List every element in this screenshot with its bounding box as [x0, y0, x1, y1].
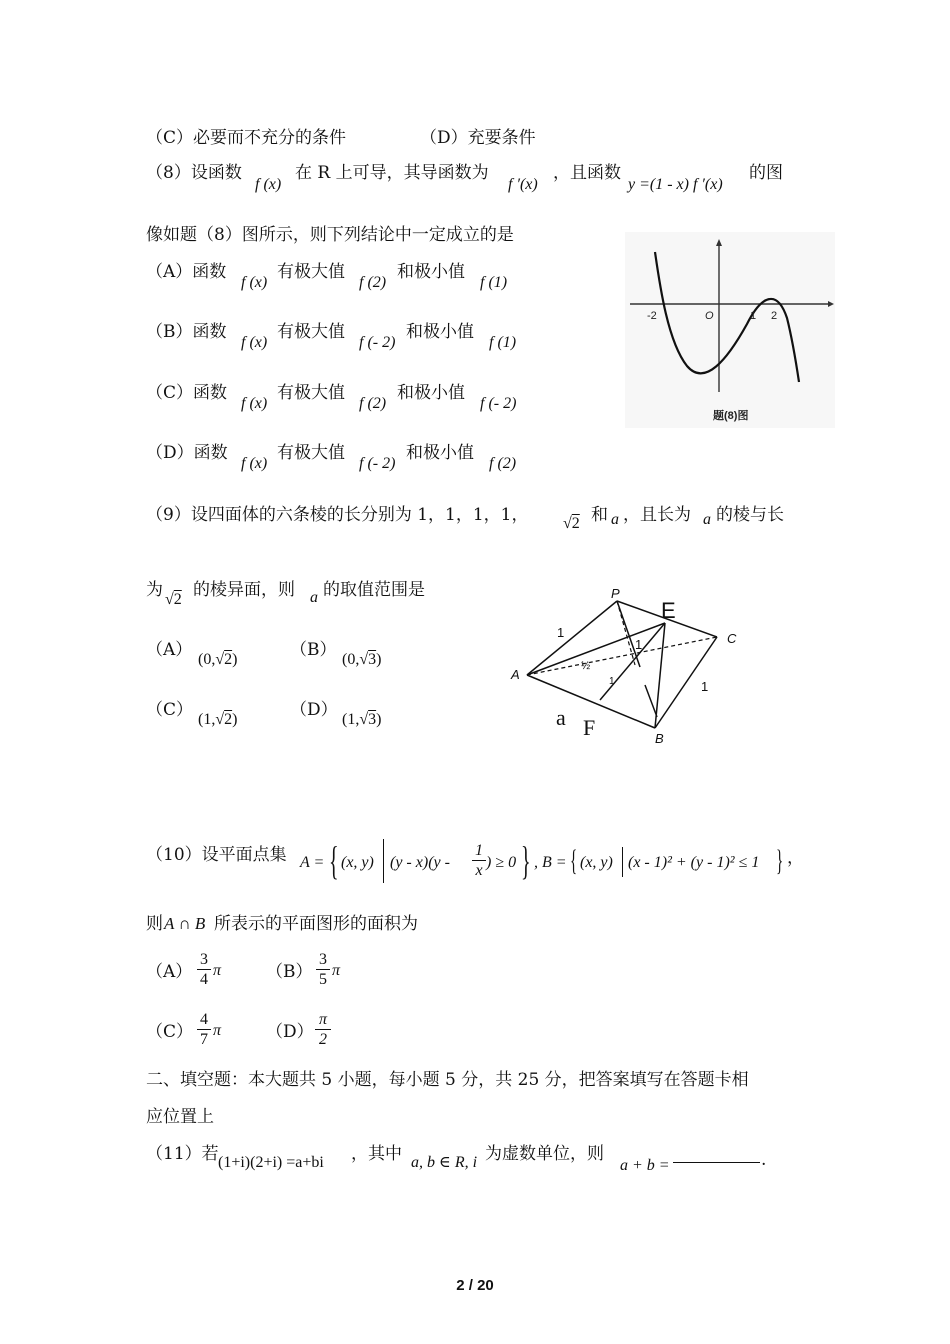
q9-b-rad: 3 — [368, 651, 377, 668]
q8-caption: 题(8)图 — [713, 410, 749, 422]
q8-d-fx: f (x) — [241, 455, 268, 472]
q9-a-range: (0,√2) — [198, 651, 238, 668]
q9-figure-label-a: a — [556, 705, 566, 730]
page-number: 2 / 20 — [456, 1277, 494, 1294]
q8-b-fx: f (x) — [241, 334, 268, 351]
q8-c-min-val: f (- 2) — [480, 395, 517, 412]
q10-b-num: 3 — [319, 951, 327, 968]
q10-b-bar — [316, 969, 330, 970]
label-B: B — [655, 731, 664, 745]
q10-A-brace-left: { — [329, 838, 339, 883]
q9-c-lo: (1, — [198, 711, 216, 728]
q10-d-frac — [315, 1011, 331, 1048]
label-edge-1-inner: 1 — [609, 676, 615, 687]
q10-c-pi: π — [213, 1022, 222, 1039]
q9-sqrt2: √2 — [563, 515, 580, 532]
q9-b-label: （B） — [290, 640, 337, 660]
q8-tick-1: 1 — [750, 310, 757, 322]
q9-line1-b: 和 — [591, 505, 608, 525]
q8-intro-c: ，且函数 — [553, 163, 621, 183]
q10-B-brace-right: } — [776, 844, 784, 877]
q10-c-bar — [197, 1029, 211, 1030]
q8-a-min-val: f (1) — [480, 274, 508, 291]
q9-line2-sqrt2: √2 — [165, 591, 182, 608]
label-half: ½ — [581, 660, 591, 672]
q9-d-range: (1,√3) — [342, 711, 382, 728]
q9-line1-a: （9）设四面体的六条棱的长分别为 1，1，1，1， — [146, 505, 529, 525]
q9-c-label: （C） — [146, 700, 194, 720]
q10-A-cond-a: (y - x)(y - — [390, 854, 450, 871]
q9-sqrt2-radicand: 2 — [571, 515, 580, 532]
label-A: A — [511, 667, 520, 682]
q10-A-cond-b: ) ≥ 0 — [486, 854, 517, 871]
q8-b-max-text: 有极大值 — [277, 322, 345, 342]
q11-text-c: 为虚数单位，则 — [485, 1144, 604, 1164]
q10-d-label: （D） — [266, 1022, 314, 1042]
q9-b-range: (0,√3) — [342, 651, 382, 668]
q10-d-bar — [315, 1029, 331, 1030]
q10-B-divider — [622, 847, 623, 877]
q9-line2-sqrt2-radicand: 2 — [173, 591, 182, 608]
q11-end: . — [761, 1150, 767, 1170]
q8-origin: O — [705, 310, 714, 322]
q10-c-den: 7 — [200, 1031, 208, 1048]
q8-fpx: f ′(x) — [508, 176, 538, 193]
q8-y: y =(1 - x) f ′(x) — [628, 176, 723, 193]
q10-B-cond: (x - 1)² + (y - 1)² ≤ 1 — [628, 854, 760, 871]
q9-d-lo: (1, — [342, 711, 360, 728]
line-AE — [527, 623, 665, 675]
q9-a-hi: ) — [232, 651, 238, 668]
q10-d-num: π — [318, 1011, 327, 1028]
q10-frac-den: x — [475, 862, 483, 879]
q10-b-den: 5 — [319, 971, 327, 988]
q11-answer-blank[interactable] — [673, 1162, 760, 1163]
q10-A-brace-right: } — [521, 838, 531, 883]
q9-a-rad: 2 — [224, 651, 233, 668]
q10-line2-sym: A ∩ B — [164, 914, 206, 933]
q9-a1: a — [611, 511, 619, 528]
q8-c-max-val: f (2) — [359, 395, 387, 412]
q10-frac — [472, 842, 486, 879]
q7-option-d: （D）充要条件 — [420, 128, 536, 148]
q10-c-label: （C） — [146, 1022, 194, 1042]
q10-line2-a: 则 — [146, 914, 163, 934]
label-P: P — [611, 586, 620, 601]
q9-c-hi: ) — [232, 711, 238, 728]
q10-frac-bar — [472, 860, 486, 861]
q9-c-rad: 2 — [224, 711, 233, 728]
q8-intro-d: 的图 — [749, 163, 783, 183]
edge-AC-hidden — [527, 637, 717, 675]
q9-d-label: （D） — [290, 700, 338, 720]
line-EB — [655, 623, 665, 728]
q10-frac-num: 1 — [475, 842, 483, 859]
edge-AP — [527, 601, 617, 675]
q8-d-max-text: 有极大值 — [277, 443, 345, 463]
q8-c-min-text: 和极小值 — [397, 383, 465, 403]
q8-graph-figure — [625, 232, 835, 428]
q11-text-b: ，其中 — [351, 1144, 402, 1164]
label-edge-1-right: 1 — [701, 679, 709, 694]
q10-comma: ， — [787, 848, 804, 868]
q8-b-label: （B）函数 — [146, 322, 227, 342]
q9-a-lo: (0, — [198, 651, 216, 668]
q11-label: （11）若 — [146, 1144, 219, 1164]
q10-B-brace-left: { — [570, 844, 578, 877]
q10-a-num: 3 — [200, 951, 208, 968]
q8-a-label: （A）函数 — [146, 262, 227, 282]
q8-d-label: （D）函数 — [146, 443, 228, 463]
q10-A-eq: A = — [300, 854, 325, 871]
q11-ask: a + b = — [620, 1157, 670, 1174]
q8-c-fx: f (x) — [241, 395, 268, 412]
q11-cond: a, b ∈ R, i — [411, 1154, 478, 1171]
q8-d-min-val: f (2) — [489, 455, 517, 472]
q9-line2-b: 的棱异面，则 — [193, 580, 295, 600]
q9-figure-label-F: F — [583, 715, 596, 740]
q10-b-pi: π — [332, 962, 341, 979]
q10-A-divider — [383, 839, 384, 883]
section2-line2: 应位置上 — [146, 1107, 214, 1127]
q10-a-bar — [197, 969, 211, 970]
q8-fx: f (x) — [255, 176, 282, 193]
label-E: E — [661, 598, 676, 623]
q9-d-rad: 3 — [368, 711, 377, 728]
q8-a-fx: f (x) — [241, 274, 268, 291]
q8-intro-a: （8）设函数 — [146, 163, 242, 183]
q9-b-hi: ) — [376, 651, 382, 668]
q10-B-eq: , B = — [534, 854, 567, 871]
q9-b-lo: (0, — [342, 651, 360, 668]
label-C: C — [727, 631, 737, 646]
q10-c-frac — [197, 1011, 211, 1048]
q8-b-max-val: f (- 2) — [359, 334, 396, 351]
q9-a3: a — [310, 589, 318, 606]
q9-a2: a — [703, 511, 711, 528]
q8-b-min-val: f (1) — [489, 334, 517, 351]
q10-a-pi: π — [213, 962, 222, 979]
q8-d-min-text: 和极小值 — [406, 443, 474, 463]
q9-c-range: (1,√2) — [198, 711, 238, 728]
label-edge-1-mid: 1 — [635, 637, 643, 652]
q8-line2: 像如题（8）图所示，则下列结论中一定成立的是 — [146, 225, 514, 245]
q10-a-den: 4 — [200, 971, 208, 988]
q8-b-min-text: 和极小值 — [406, 322, 474, 342]
q8-tick-neg2: -2 — [647, 310, 657, 322]
q10-line2-b: 所表示的平面图形的面积为 — [214, 914, 418, 934]
q8-c-label: （C）函数 — [146, 383, 228, 403]
q8-d-max-val: f (- 2) — [359, 455, 396, 472]
edge-PB-lower — [645, 685, 657, 717]
q10-b-label: （B） — [266, 962, 313, 982]
q10-A-set-left: (x, y) — [341, 854, 374, 871]
q8-a-max-text: 有极大值 — [277, 262, 345, 282]
q9-a-label: （A） — [146, 640, 193, 660]
q7-option-c: （C）必要而不充分的条件 — [146, 128, 347, 148]
q8-intro-b: 在 R 上可导，其导函数为 — [295, 163, 489, 183]
label-edge-1-left: 1 — [557, 625, 565, 640]
q9-line2-a: 为 — [146, 580, 163, 600]
section2-line1: 二、填空题：本大题共 5 小题，每小题 5 分，共 25 分，把答案填写在答题卡相 — [146, 1070, 749, 1090]
q10-c-num: 4 — [200, 1011, 208, 1028]
q10-B-set-left: (x, y) — [580, 854, 613, 871]
q10-intro: （10）设平面点集 — [146, 845, 287, 865]
q8-a-min-text: 和极小值 — [397, 262, 465, 282]
q8-tick-2: 2 — [771, 310, 778, 322]
q10-d-den: 2 — [319, 1031, 327, 1048]
q10-a-frac — [197, 951, 211, 988]
q10-a-label: （A） — [146, 962, 193, 982]
q11-eq: (1+i)(2+i) =a+bi — [218, 1154, 324, 1171]
q9-line1-d: 的棱与长 — [716, 505, 784, 525]
q9-d-hi: ) — [376, 711, 382, 728]
q9-tetrahedron-figure — [505, 585, 755, 745]
q8-c-max-text: 有极大值 — [277, 383, 345, 403]
q10-b-frac — [316, 951, 330, 988]
q8-a-max-val: f (2) — [359, 274, 387, 291]
q9-line1-c: ，且长为 — [623, 505, 691, 525]
q9-line2-c: 的取值范围是 — [323, 580, 425, 600]
